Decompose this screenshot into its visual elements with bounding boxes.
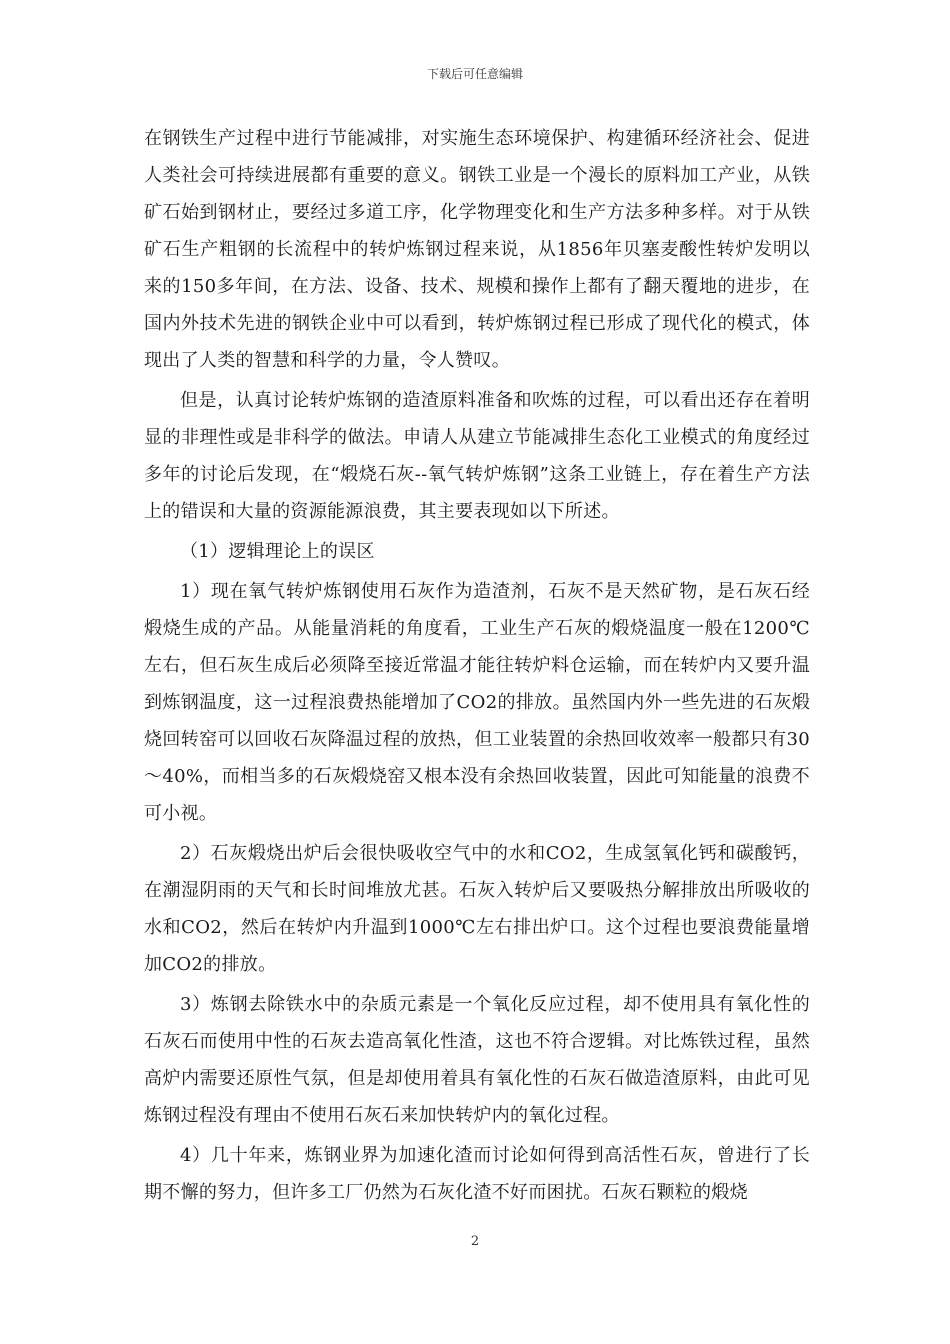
paragraph-problem-statement: 但是，认真讨论转炉炼钢的造渣原料准备和吹炼的过程，可以看出还存在着明显的非理性或是非科学的做法。申请人从建立节能减排生态化工业模式的角度经过多年的讨论后发现，在“煅烧石灰--氧气转炉炼钢”这条工业链上，存在着生产方法上的错误和大量的资源能源浪费，其主要表现如以下所述。 <box>144 390 810 522</box>
paragraph-point-2: 2）石灰煅烧出炉后会很快吸收空气中的水和CO2，生成氢氧化钙和碳酸钙，在潮湿阴雨的天气和长时间堆放尤甚。石灰入转炉后又要吸热分解排放出所吸收的水和CO2，然后在转炉内升温到1000℃左右排出炉口。这个过程也要浪费能量增加CO2的排放。 <box>144 843 810 975</box>
document-body <box>144 120 810 1211</box>
paragraph-point-1: 1）现在氧气转炉炼钢使用石灰作为造渣剂，石灰不是天然矿物，是石灰石经煅烧生成的产品。从能量消耗的角度看，工业生产石灰的煅烧温度一般在1200℃左右，但石灰生成后必须降至接近常温才能往转炉料仓运输，而在转炉内又要升温到炼钢温度，这一过程浪费热能增加了CO2的排放。虽然国内外一些先进的石灰煅烧回转窑可以回收石灰降温过程的放热，但工业装置的余热回收效率一般都只有30～40%，而相当多的石灰煅烧窑又根本没有余热回收装置，因此可知能量的浪费不可小视。 <box>144 581 810 824</box>
page-number: 2 <box>470 1234 480 1249</box>
paragraph-intro: 在钢铁生产过程中进行节能减排，对实施生态环境保护、构建循环经济社会、促进人类社会可持续进展都有重要的意义。钢铁工业是一个漫长的原料加工产业，从铁矿石始到钢材止，要经过多道工序，化学物理变化和生产方法多种多样。对于从铁矿石生产粗钢的长流程中的转炉炼钢过程来说，从1856年贝塞麦酸性转炉发明以来的150多年间，在方法、设备、技术、规模和操作上都有了翻天覆地的进步，在国内外技术先进的钢铁企业中可以看到，转炉炼钢过程已形成了现代化的模式，体现出了人类的智慧和科学的力量，令人赞叹。 <box>144 128 810 371</box>
page-header: 下载后可任意编辑 <box>426 67 523 81</box>
section-heading-logic-errors: （1）逻辑理论上的误区 <box>180 541 375 562</box>
paragraph-point-3: 3）炼钢去除铁水中的杂质元素是一个氧化反应过程，却不使用具有氧化性的石灰石而使用中性的石灰去造高氧化性渣，这也不符合逻辑。对比炼铁过程，虽然高炉内需要还原性气氛，但是却使用着具有氧化性的石灰石做造渣原料，由此可见炼钢过程没有理由不使用石灰石来加快转炉内的氧化过程。 <box>144 994 810 1126</box>
paragraph-point-4: 4）几十年来，炼钢业界为加速化渣而讨论如何得到高活性石灰，曾进行了长期不懈的努力，但许多工厂仍然为石灰化渣不好而困扰。石灰石颗粒的煅烧 <box>144 1145 810 1203</box>
